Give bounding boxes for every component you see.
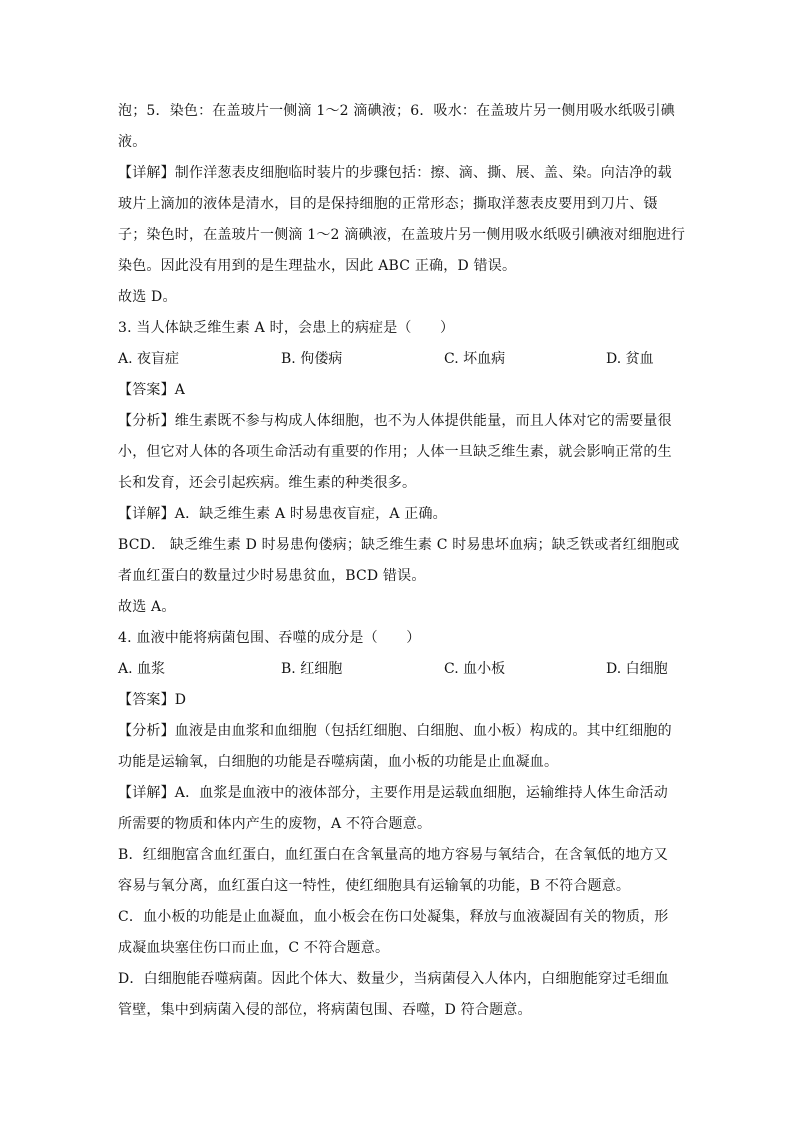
text-line: 液。 xyxy=(118,134,147,150)
q4-option-c: C. 血小板 xyxy=(444,661,506,677)
answer-label: 【答案】A xyxy=(118,382,186,398)
text-line: C．血小板的功能是止血凝血，血小板会在伤口处凝集，释放与血液凝固有关的物质，形 xyxy=(118,909,669,925)
text-line: 【分析】血液是由血浆和血细胞（包括红细胞、白细胞、血小板）构成的。其中红细胞的 xyxy=(118,723,672,739)
text-line: 所需要的物质和体内产生的废物，A 不符合题意。 xyxy=(118,816,432,832)
text-line: B．红细胞富含血红蛋白，血红蛋白在含氧量高的地方容易与氧结合，在含氧低的地方又 xyxy=(118,847,669,863)
answer-label: 【答案】D xyxy=(118,692,187,708)
text-line: 玻片上滴加的液体是清水，目的是保持细胞的正常形态；撕取洋葱表皮要用到刀片、镊 xyxy=(118,196,658,212)
text-line: 小，但它对人体的各项生命活动有重要的作用；人体一旦缺乏维生素，就会影响正常的生 xyxy=(118,444,672,460)
q4-option-a: A. 血浆 xyxy=(118,661,166,677)
text-line: 功能是运输氧，白细胞的功能是吞噬病菌，血小板的功能是止血凝血。 xyxy=(118,754,559,770)
text-line: 长和发育，还会引起疾病。维生素的种类很多。 xyxy=(118,475,417,491)
text-line: 染色。因此没有用到的是生理盐水，因此 ABC 正确，D 错误。 xyxy=(118,258,517,274)
text-line: 泡；5．染色：在盖玻片一侧滴 1～2 滴碘液；6．吸水：在盖玻片另一侧用吸水纸吸引碘 xyxy=(118,103,675,119)
text-line: 【详解】A．缺乏维生素 A 时易患夜盲症，A 正确。 xyxy=(118,506,447,522)
q3-option-d: D. 贫血 xyxy=(606,351,654,367)
text-line: 子；染色时，在盖玻片一侧滴 1～2 滴碘液，在盖玻片另一侧用吸水纸吸引碘液对细胞进行 xyxy=(118,227,686,243)
q3-option-c: C. 坏血病 xyxy=(444,351,506,367)
text-line: 故选 D。 xyxy=(118,289,177,305)
q3-option-b: B. 佝偻病 xyxy=(281,351,343,367)
q3-option-a: A. 夜盲症 xyxy=(118,351,180,367)
question-3-stem: 3. 当人体缺乏维生素 A 时，会患上的病症是（ ） xyxy=(118,320,455,336)
text-line: D．白细胞能吞噬病菌。因此个体大、数量少，当病菌侵入人体内，白细胞能穿过毛细血 xyxy=(118,971,670,987)
text-line: 者血红蛋白的数量过少时易患贫血，BCD 错误。 xyxy=(118,568,426,584)
text-line: BCD． 缺乏维生素 D 时易患佝偻病；缺乏维生素 C 时易患坏血病；缺乏铁或者红细胞或 xyxy=(118,537,680,553)
q4-option-b: B. 红细胞 xyxy=(281,661,343,677)
text-line: 成凝血块塞住伤口而止血，C 不符合题意。 xyxy=(118,940,390,956)
text-line: 管壁，集中到病菌入侵的部位，将病菌包围、吞噬，D 符合题意。 xyxy=(118,1002,532,1018)
text-line: 【详解】A．血浆是血液中的液体部分，主要作用是运载血细胞，运输维持人体生命活动 xyxy=(118,785,668,801)
text-line: 【详解】制作洋葱表皮细胞临时装片的步骤包括：擦、滴、撕、展、盖、染。向洁净的载 xyxy=(118,165,672,181)
text-line: 【分析】维生素既不参与构成人体细胞，也不为人体提供能量，而且人体对它的需要量很 xyxy=(118,413,672,429)
q4-option-d: D. 白细胞 xyxy=(606,661,668,677)
text-line: 容易与氧分离，血红蛋白这一特性，使红细胞具有运输氧的功能，B 不符合题意。 xyxy=(118,878,631,894)
question-4-stem: 4. 血液中能将病菌包围、吞噬的成分是（ ） xyxy=(118,630,421,646)
text-line: 故选 A。 xyxy=(118,599,176,615)
